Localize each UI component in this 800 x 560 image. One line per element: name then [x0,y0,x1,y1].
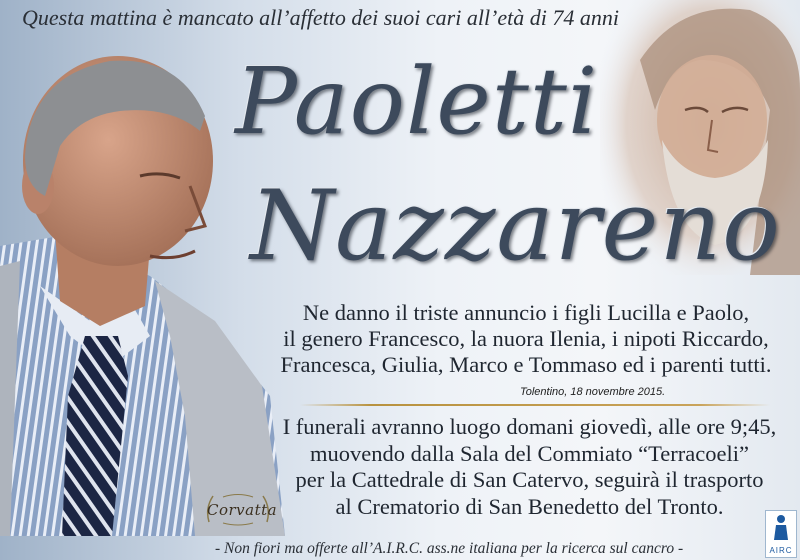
airc-badge [765,510,797,558]
logo-text: Corvatta [207,501,278,519]
funeral-home-logo [203,492,278,528]
deceased-first-name: Nazzareno [250,170,781,282]
funeral-line: I funerali avranno luogo domani giovedì, alle ore 9;45, [282,414,777,439]
announcement-line: il genero Francesco, la nuora Ilenia, i nipoti Riccardo, [283,326,769,351]
announcement-line: Ne danno il triste annuncio i figli Lucilla e Paolo, [302,300,750,325]
airc-label: AIRC [769,546,793,555]
funeral-details [262,414,797,520]
header-text: Questa mattina è mancato all’affetto dei suoi cari all’età di 74 anni [22,5,619,30]
announcement-line: Francesca, Giulia, Marco e Tommaso ed i parenti tutti. [280,352,772,377]
person-icon [771,514,791,540]
footer-text: - Non fiori ma offerte all’A.I.R.C. ass.ne italiana per la ricerca sul cancro - [215,540,684,557]
funeral-line: per la Cattedrale di San Catervo, seguirà il trasporto [295,467,764,492]
funeral-line: al Crematorio di San Benedetto del Tronto. [335,493,724,519]
date-line: Tolentino, 18 novembre 2015. [520,386,666,398]
funeral-line: muovendo dalla Sala del Commiato “Terracoeli” [310,440,749,466]
deceased-surname: Paoletti [235,48,599,155]
divider-rule [300,404,770,406]
announcement-text [262,300,790,378]
